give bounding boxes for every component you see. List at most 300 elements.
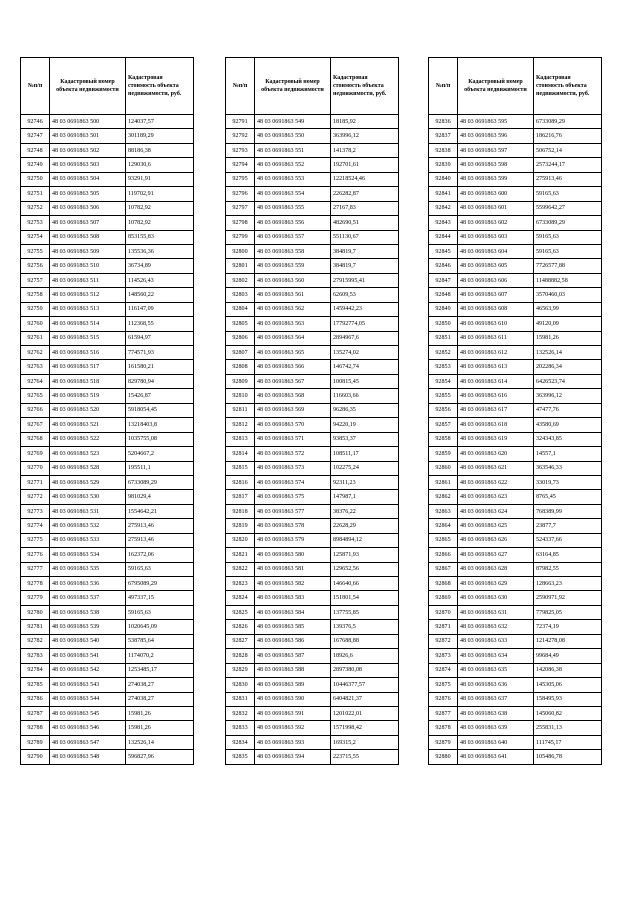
table-row: [226, 620, 399, 634]
cell-num: 92840: [429, 172, 458, 186]
table-row: [429, 403, 602, 417]
cell-cadastral-value: 47477,76: [534, 403, 602, 417]
cell-cadastral-number: 48 03 0691863 567: [255, 374, 331, 388]
cell-num: 92877: [429, 706, 458, 720]
cell-cadastral-number: 48 03 0691863 520: [50, 403, 126, 417]
table-row: [226, 577, 399, 591]
cell-cadastral-value: 139376,5: [331, 620, 399, 634]
cell-num: 92866: [429, 548, 458, 562]
cell-cadastral-value: 384819,7: [331, 244, 399, 258]
cell-cadastral-value: 61594,97: [126, 331, 194, 345]
cell-num: 92812: [226, 418, 255, 432]
cell-cadastral-value: 36734,89: [126, 259, 194, 273]
cell-cadastral-number: 48 03 0691863 587: [255, 649, 331, 663]
cell-num: 92801: [226, 259, 255, 273]
cell-cadastral-value: 93291,91: [126, 172, 194, 186]
cell-num: 92811: [226, 403, 255, 417]
table-row: [226, 273, 399, 287]
cell-num: 92748: [21, 143, 50, 157]
header-cadastral-number: Кадастровый номер объекта недвижимости: [458, 58, 534, 115]
cell-cadastral-value: 2894967,6: [331, 331, 399, 345]
table-row: [21, 143, 194, 157]
cell-num: 92871: [429, 620, 458, 634]
cell-cadastral-value: 829780,94: [126, 374, 194, 388]
header-num: №п/п: [21, 58, 50, 115]
cell-num: 92857: [429, 418, 458, 432]
cell-cadastral-number: 48 03 0691863 504: [50, 172, 126, 186]
cell-cadastral-value: 59165,63: [126, 605, 194, 619]
cell-num: 92822: [226, 562, 255, 576]
cell-cadastral-value: 162372,06: [126, 548, 194, 562]
table-row: [429, 548, 602, 562]
table-row: [21, 504, 194, 518]
table-row: [226, 172, 399, 186]
cell-cadastral-value: 49120,09: [534, 317, 602, 331]
cell-cadastral-value: 7726577,88: [534, 259, 602, 273]
cell-num: 92760: [21, 317, 50, 331]
table-row: [21, 230, 194, 244]
cell-cadastral-value: 202286,34: [534, 360, 602, 374]
cell-cadastral-value: 151801,54: [331, 591, 399, 605]
table-row: [226, 591, 399, 605]
table-row: [429, 533, 602, 547]
table-row: [429, 216, 602, 230]
cell-cadastral-value: 14557,1: [534, 447, 602, 461]
cell-cadastral-value: 38376,22: [331, 504, 399, 518]
cell-num: 92829: [226, 663, 255, 677]
table-row: [226, 663, 399, 677]
cell-cadastral-number: 48 03 0691863 635: [458, 663, 534, 677]
cell-num: 92751: [21, 187, 50, 201]
table-row: [21, 273, 194, 287]
cell-num: 92835: [226, 750, 255, 764]
cell-cadastral-value: 363996,12: [534, 389, 602, 403]
cell-num: 92831: [226, 692, 255, 706]
cell-num: 92876: [429, 692, 458, 706]
cell-num: 92789: [21, 735, 50, 749]
table-row: [226, 447, 399, 461]
table-header-row: [226, 58, 399, 115]
cell-cadastral-value: 93853,37: [331, 432, 399, 446]
table-row: [226, 706, 399, 720]
cell-cadastral-number: 48 03 0691863 560: [255, 273, 331, 287]
table-row: [21, 750, 194, 764]
cell-cadastral-value: 275913,46: [126, 519, 194, 533]
cell-cadastral-value: 92311,23: [331, 475, 399, 489]
cell-cadastral-value: 1571998,42: [331, 721, 399, 735]
table-row: [429, 389, 602, 403]
cell-cadastral-value: 1020645,09: [126, 620, 194, 634]
table-row: [226, 346, 399, 360]
cell-num: 92767: [21, 418, 50, 432]
table-row: [21, 244, 194, 258]
table-row: [226, 649, 399, 663]
table-row: [21, 447, 194, 461]
table-row: [226, 331, 399, 345]
cell-num: 92856: [429, 403, 458, 417]
table-row: [429, 620, 602, 634]
cadastral-table-2: [225, 57, 399, 765]
cell-cadastral-value: 158495,93: [534, 692, 602, 706]
table-row: [429, 735, 602, 749]
cell-num: 92795: [226, 172, 255, 186]
cell-num: 92776: [21, 548, 50, 562]
cell-num: 92864: [429, 519, 458, 533]
cell-cadastral-value: 5599642,27: [534, 201, 602, 215]
cell-cadastral-value: 1554642,21: [126, 504, 194, 518]
cell-cadastral-number: 48 03 0691863 513: [50, 302, 126, 316]
cell-cadastral-value: 551130,67: [331, 230, 399, 244]
cell-num: 92843: [429, 216, 458, 230]
cell-cadastral-value: 779825,05: [534, 605, 602, 619]
cell-cadastral-number: 48 03 0691863 606: [458, 273, 534, 287]
cell-cadastral-value: 132526,14: [126, 735, 194, 749]
cell-num: 92844: [429, 230, 458, 244]
table-row: [429, 721, 602, 735]
cell-num: 92785: [21, 678, 50, 692]
cell-num: 92815: [226, 461, 255, 475]
cell-cadastral-number: 48 03 0691863 622: [458, 475, 534, 489]
cell-cadastral-number: 48 03 0691863 511: [50, 273, 126, 287]
table-row: [226, 475, 399, 489]
cell-num: 92800: [226, 244, 255, 258]
cell-cadastral-number: 48 03 0691863 633: [458, 634, 534, 648]
table-row: [226, 735, 399, 749]
cell-cadastral-number: 48 03 0691863 510: [50, 259, 126, 273]
cell-num: 92799: [226, 230, 255, 244]
cell-cadastral-number: 48 03 0691863 608: [458, 302, 534, 316]
cell-cadastral-number: 48 03 0691863 618: [458, 418, 534, 432]
cell-cadastral-number: 48 03 0691863 547: [50, 735, 126, 749]
cell-cadastral-number: 48 03 0691863 616: [458, 389, 534, 403]
cell-num: 92763: [21, 360, 50, 374]
cell-cadastral-value: 1201022,01: [331, 706, 399, 720]
cell-cadastral-value: 116603,66: [331, 389, 399, 403]
cell-cadastral-number: 48 03 0691863 623: [458, 490, 534, 504]
cell-cadastral-number: 48 03 0691863 575: [255, 490, 331, 504]
cell-cadastral-number: 48 03 0691863 629: [458, 577, 534, 591]
cell-cadastral-value: 94220,19: [331, 418, 399, 432]
cell-num: 92865: [429, 533, 458, 547]
table-row: [429, 692, 602, 706]
cell-cadastral-number: 48 03 0691863 628: [458, 562, 534, 576]
cell-cadastral-value: 148560,22: [126, 288, 194, 302]
cell-cadastral-value: 112368,55: [126, 317, 194, 331]
cell-num: 92846: [429, 259, 458, 273]
cell-cadastral-value: 87982,55: [534, 562, 602, 576]
cell-num: 92879: [429, 735, 458, 749]
cell-cadastral-number: 48 03 0691863 592: [255, 721, 331, 735]
cell-cadastral-value: 129652,56: [331, 562, 399, 576]
header-cadastral-value: Кадастровая стоимость объекта недвижимости, руб.: [534, 58, 602, 115]
cell-cadastral-number: 48 03 0691863 584: [255, 605, 331, 619]
cell-cadastral-value: 116147,09: [126, 302, 194, 316]
cell-cadastral-number: 48 03 0691863 531: [50, 504, 126, 518]
cell-cadastral-number: 48 03 0691863 614: [458, 374, 534, 388]
cell-cadastral-value: 384819,7: [331, 259, 399, 273]
cell-cadastral-value: 324343,85: [534, 432, 602, 446]
cell-num: 92825: [226, 605, 255, 619]
table-body: [21, 115, 194, 765]
cell-cadastral-value: 2897380,08: [331, 663, 399, 677]
cell-cadastral-value: 1035755,08: [126, 432, 194, 446]
cell-cadastral-number: 48 03 0691863 604: [458, 244, 534, 258]
cell-cadastral-value: 124037,57: [126, 115, 194, 129]
cell-num: 92764: [21, 374, 50, 388]
header-cadastral-value: Кадастровая стоимость объекта недвижимости, руб.: [126, 58, 194, 115]
cell-num: 92756: [21, 259, 50, 273]
cell-num: 92762: [21, 346, 50, 360]
cell-cadastral-number: 48 03 0691863 600: [458, 187, 534, 201]
cell-num: 92809: [226, 374, 255, 388]
cell-num: 92807: [226, 346, 255, 360]
cell-num: 92814: [226, 447, 255, 461]
cell-num: 92880: [429, 750, 458, 764]
cell-cadastral-number: 48 03 0691863 626: [458, 533, 534, 547]
table-row: [429, 273, 602, 287]
table-row: [226, 143, 399, 157]
cell-cadastral-number: 48 03 0691863 517: [50, 360, 126, 374]
table-row: [21, 678, 194, 692]
cell-cadastral-number: 48 03 0691863 602: [458, 216, 534, 230]
cell-cadastral-number: 48 03 0691863 551: [255, 143, 331, 157]
cell-cadastral-number: 48 03 0691863 603: [458, 230, 534, 244]
table-row: [21, 562, 194, 576]
table-row: [21, 577, 194, 591]
cell-num: 92869: [429, 591, 458, 605]
cell-num: 92854: [429, 374, 458, 388]
cell-cadastral-number: 48 03 0691863 569: [255, 403, 331, 417]
cell-cadastral-value: 1459442,23: [331, 302, 399, 316]
cell-cadastral-number: 48 03 0691863 549: [255, 115, 331, 129]
cell-cadastral-value: 6733089,29: [534, 216, 602, 230]
table-row: [226, 750, 399, 764]
table-row: [21, 432, 194, 446]
cell-cadastral-number: 48 03 0691863 532: [50, 519, 126, 533]
cell-num: 92777: [21, 562, 50, 576]
cell-num: 92874: [429, 663, 458, 677]
cell-cadastral-value: 147987,1: [331, 490, 399, 504]
table-row: [226, 432, 399, 446]
table-row: [226, 548, 399, 562]
cell-cadastral-number: 48 03 0691863 590: [255, 692, 331, 706]
cell-num: 92818: [226, 504, 255, 518]
cell-cadastral-value: 275913,46: [126, 533, 194, 547]
table-header-row: [21, 58, 194, 115]
table-row: [21, 317, 194, 331]
table-row: [429, 129, 602, 143]
cell-num: 92847: [429, 273, 458, 287]
cell-cadastral-number: 48 03 0691863 617: [458, 403, 534, 417]
cell-cadastral-value: 99684,49: [534, 649, 602, 663]
table-row: [226, 533, 399, 547]
cell-cadastral-value: 137755,85: [331, 605, 399, 619]
cell-num: 92850: [429, 317, 458, 331]
cell-num: 92775: [21, 533, 50, 547]
cell-num: 92784: [21, 663, 50, 677]
cell-num: 92747: [21, 129, 50, 143]
cell-cadastral-value: 146640,66: [331, 577, 399, 591]
cell-cadastral-value: 255831,13: [534, 721, 602, 735]
cell-cadastral-number: 48 03 0691863 533: [50, 533, 126, 547]
cell-cadastral-value: 62609,53: [331, 288, 399, 302]
cell-num: 92752: [21, 201, 50, 215]
cell-cadastral-number: 48 03 0691863 640: [458, 735, 534, 749]
cell-cadastral-number: 48 03 0691863 556: [255, 216, 331, 230]
cell-cadastral-number: 48 03 0691863 534: [50, 548, 126, 562]
cell-num: 92839: [429, 158, 458, 172]
table-row: [429, 346, 602, 360]
cell-num: 92755: [21, 244, 50, 258]
cell-cadastral-value: 363996,12: [331, 129, 399, 143]
cell-cadastral-value: 223715,55: [331, 750, 399, 764]
cell-cadastral-value: 1253485,17: [126, 663, 194, 677]
cell-cadastral-number: 48 03 0691863 586: [255, 634, 331, 648]
cell-cadastral-number: 48 03 0691863 605: [458, 259, 534, 273]
table-row: [429, 317, 602, 331]
cell-cadastral-value: 596827,96: [126, 750, 194, 764]
cell-cadastral-value: 59165,63: [534, 187, 602, 201]
cadastral-table-3: [428, 57, 602, 765]
cell-cadastral-number: 48 03 0691863 557: [255, 230, 331, 244]
cell-cadastral-number: 48 03 0691863 548: [50, 750, 126, 764]
cell-num: 92853: [429, 360, 458, 374]
cell-cadastral-value: 192701,61: [331, 158, 399, 172]
cell-num: 92821: [226, 548, 255, 562]
cell-num: 92786: [21, 692, 50, 706]
table-row: [21, 374, 194, 388]
cell-cadastral-number: 48 03 0691863 558: [255, 244, 331, 258]
table-row: [226, 187, 399, 201]
cell-cadastral-value: 1174070,2: [126, 649, 194, 663]
table-row: [226, 230, 399, 244]
table-row: [21, 288, 194, 302]
cell-num: 92749: [21, 158, 50, 172]
cell-cadastral-number: 48 03 0691863 589: [255, 678, 331, 692]
cell-cadastral-number: 48 03 0691863 503: [50, 158, 126, 172]
cell-num: 92841: [429, 187, 458, 201]
cell-cadastral-value: 119702,91: [126, 187, 194, 201]
cell-num: 92759: [21, 302, 50, 316]
table-row: [21, 721, 194, 735]
cell-cadastral-number: 48 03 0691863 583: [255, 591, 331, 605]
cell-cadastral-value: 186216,76: [534, 129, 602, 143]
cell-cadastral-number: 48 03 0691863 578: [255, 519, 331, 533]
table-row: [429, 750, 602, 764]
cell-cadastral-value: 125871,93: [331, 548, 399, 562]
cell-num: 92845: [429, 244, 458, 258]
cell-cadastral-value: 18926,6: [331, 649, 399, 663]
cell-cadastral-number: 48 03 0691863 579: [255, 533, 331, 547]
table-row: [21, 461, 194, 475]
table-row: [21, 216, 194, 230]
table-row: [21, 201, 194, 215]
cell-cadastral-number: 48 03 0691863 512: [50, 288, 126, 302]
cell-cadastral-number: 48 03 0691863 528: [50, 461, 126, 475]
cell-cadastral-number: 48 03 0691863 562: [255, 302, 331, 316]
cell-cadastral-value: 59165,63: [534, 244, 602, 258]
table-row: [226, 403, 399, 417]
table-row: [429, 475, 602, 489]
cell-cadastral-value: 363546,33: [534, 461, 602, 475]
table-row: [21, 302, 194, 316]
table-row: [429, 158, 602, 172]
cell-num: 92832: [226, 706, 255, 720]
cell-num: 92794: [226, 158, 255, 172]
cell-num: 92758: [21, 288, 50, 302]
table-body: [429, 115, 602, 765]
table-row: [21, 331, 194, 345]
cell-cadastral-value: 768389,99: [534, 504, 602, 518]
cell-num: 92804: [226, 302, 255, 316]
cell-cadastral-number: 48 03 0691863 634: [458, 649, 534, 663]
table-row: [226, 519, 399, 533]
cell-cadastral-number: 48 03 0691863 535: [50, 562, 126, 576]
cell-num: 92796: [226, 187, 255, 201]
table-row: [429, 432, 602, 446]
cell-num: 92790: [21, 750, 50, 764]
cell-cadastral-value: 482690,51: [331, 216, 399, 230]
table-row: [21, 735, 194, 749]
cell-cadastral-number: 48 03 0691863 619: [458, 432, 534, 446]
header-num: №п/п: [429, 58, 458, 115]
cell-num: 92792: [226, 129, 255, 143]
cell-cadastral-value: 10446377,57: [331, 678, 399, 692]
cell-cadastral-value: 63164,85: [534, 548, 602, 562]
cell-num: 92837: [429, 129, 458, 143]
table-row: [21, 259, 194, 273]
cell-cadastral-value: 17792774,05: [331, 317, 399, 331]
table-row: [226, 374, 399, 388]
cell-cadastral-number: 48 03 0691863 542: [50, 663, 126, 677]
cell-cadastral-number: 48 03 0691863 523: [50, 447, 126, 461]
table-row: [226, 201, 399, 215]
cell-num: 92842: [429, 201, 458, 215]
cell-cadastral-value: 129030,6: [126, 158, 194, 172]
cell-cadastral-value: 2573244,17: [534, 158, 602, 172]
cell-cadastral-number: 48 03 0691863 599: [458, 172, 534, 186]
table-row: [429, 115, 602, 129]
table-row: [226, 692, 399, 706]
cell-cadastral-number: 48 03 0691863 564: [255, 331, 331, 345]
cell-cadastral-number: 48 03 0691863 598: [458, 158, 534, 172]
cell-cadastral-number: 48 03 0691863 570: [255, 418, 331, 432]
cell-cadastral-number: 48 03 0691863 630: [458, 591, 534, 605]
cell-num: 92791: [226, 115, 255, 129]
table-row: [226, 115, 399, 129]
cell-num: 92867: [429, 562, 458, 576]
cell-num: 92849: [429, 302, 458, 316]
cell-cadastral-number: 48 03 0691863 505: [50, 187, 126, 201]
table-row: [21, 475, 194, 489]
table-row: [429, 331, 602, 345]
cell-cadastral-value: 145305,06: [534, 678, 602, 692]
cell-num: 92750: [21, 172, 50, 186]
cell-num: 92817: [226, 490, 255, 504]
cell-cadastral-number: 48 03 0691863 591: [255, 706, 331, 720]
cell-cadastral-number: 48 03 0691863 514: [50, 317, 126, 331]
cell-cadastral-number: 48 03 0691863 544: [50, 692, 126, 706]
cell-cadastral-value: 100815,45: [331, 374, 399, 388]
cell-cadastral-value: 105486,78: [534, 750, 602, 764]
cell-num: 92788: [21, 721, 50, 735]
cell-cadastral-value: 27167,83: [331, 201, 399, 215]
cell-num: 92872: [429, 634, 458, 648]
cell-cadastral-number: 48 03 0691863 543: [50, 678, 126, 692]
cell-cadastral-number: 48 03 0691863 539: [50, 620, 126, 634]
cell-cadastral-number: 48 03 0691863 522: [50, 432, 126, 446]
cell-cadastral-value: 195511,1: [126, 461, 194, 475]
